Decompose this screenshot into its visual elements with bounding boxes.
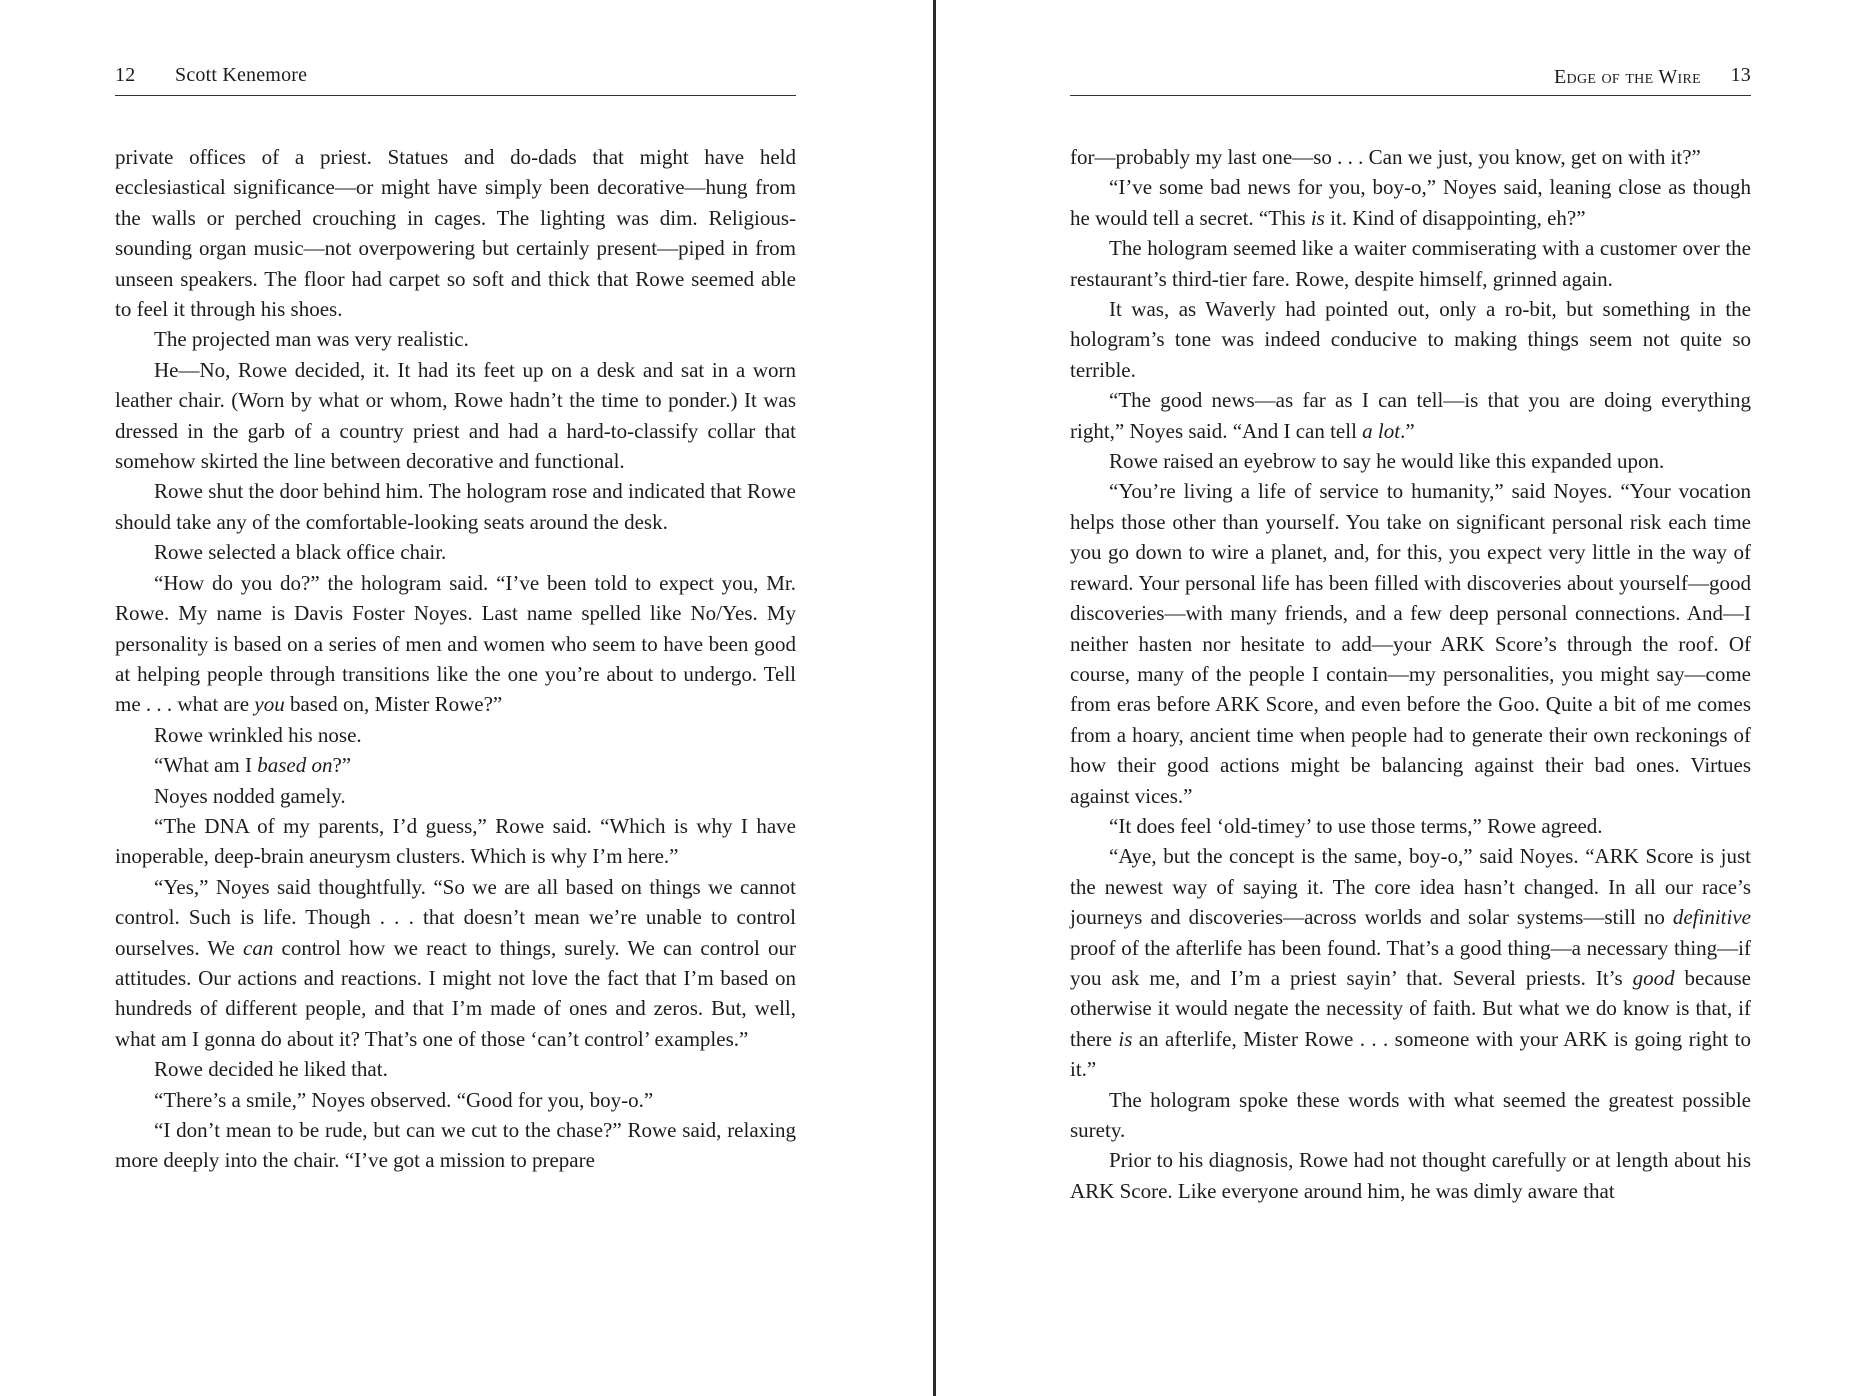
paragraph: Prior to his diagnosis, Rowe had not thought carefully or at length about his ARK Score. Like everyone around him, he was dimly aware that bbox=[1070, 1148, 1751, 1203]
left-running-header bbox=[115, 62, 796, 96]
paragraph: Noyes nodded gamely. bbox=[154, 783, 346, 808]
paragraph: Rowe selected a black office chair. bbox=[154, 540, 447, 565]
paragraph: Rowe decided he liked that. bbox=[154, 1057, 388, 1082]
paragraph: “What am I based on?” bbox=[154, 753, 352, 778]
paragraph: He—No, Rowe decided, it. It had its feet up on a desk and sat in a worn leather chair. (Worn by what or whom, Rowe hadn’t the time to ponder.) It was dressed in the garb of a country priest and had a hard-to-classify collar that somehow skirted the line between decorative and functional. bbox=[115, 357, 796, 474]
paragraph: It was, as Waverly had pointed out, only a ro-bit, but something in the hologram’s tone was indeed conducive to making things seem not quite so terrible. bbox=[1070, 297, 1751, 382]
left-page-body bbox=[115, 142, 796, 1176]
paragraph: “The DNA of my parents, I’d guess,” Rowe said. “Which is why I have inoperable, deep-brain aneurysm clusters. Which is why I’m here.” bbox=[115, 813, 796, 869]
paragraph: Rowe raised an eyebrow to say he would like this expanded upon. bbox=[1109, 449, 1665, 474]
right-page-body bbox=[1070, 142, 1751, 1206]
paragraph: The projected man was very realistic. bbox=[154, 327, 469, 352]
paragraph: Rowe wrinkled his nose. bbox=[154, 722, 362, 747]
paragraph: The hologram spoke these words with what seemed the greatest possible surety. bbox=[1070, 1087, 1751, 1142]
paragraph: “There’s a smile,” Noyes observed. “Good for you, boy-o.” bbox=[154, 1087, 654, 1112]
author-running-head: Scott Kenemore bbox=[175, 64, 308, 86]
paragraph: Rowe shut the door behind him. The hologram rose and indicated that Rowe should take any of the comfortable-looking seats around the desk. bbox=[115, 479, 796, 534]
paragraph: The hologram seemed like a waiter commiserating with a customer over the restaurant’s third-tier fare. Rowe, despite himself, grinned again. bbox=[1070, 236, 1751, 291]
right-running-header bbox=[1070, 62, 1751, 96]
paragraph: “You’re living a life of service to humanity,” said Noyes. “Your vocation helps those other than yourself. You take on significant personal risk each time you go down to wire a planet, and, for this, you expect very little in the way of reward. Your personal life has been filled with discoveries about yourself—good discoveries—with many friends, and a few deep personal connections. And—I neither hasten nor hesitate to add—your ARK Score’s through the roof. Of course, many of the people I contain—my personalities, you might say—come from eras before ARK Score, and even before the Goo. Quite a bit of me comes from a hoary, ancient time when people had to generate their own reckonings of how their good actions might be balancing against their bad ones. Virtues against vices.” bbox=[1070, 479, 1751, 808]
paragraph: “I’ve some bad news for you, boy-o,” Noyes said, leaning close as though he would tell a secret. “This is it. Kind of disappointing, eh?” bbox=[1070, 175, 1751, 230]
paragraph: private offices of a priest. Statues and do-dads that might have held ecclesiastical significance—or might have simply been decorative—hung from the walls or perched crouching in cages. The lighting was dim. Religious-sounding organ music—not overpowering but certainly present—piped in from unseen speakers. The floor had carpet so soft and thick that Rowe seemed able to feel it through his shoes. bbox=[115, 145, 796, 322]
title-running-head: Edge of the Wire bbox=[1554, 66, 1701, 88]
paragraph: for—probably my last one—so . . . Can we just, you know, get on with it?” bbox=[1070, 145, 1701, 169]
paragraph: “The good news—as far as I can tell—is that you are doing everything right,” Noyes said. “And I can tell a lot.” bbox=[1070, 388, 1751, 443]
paragraph: “How do you do?” the hologram said. “I’ve been told to expect you, Mr. Rowe. My name is Davis Foster Noyes. Last name spelled like No/Yes. My personality is based on a series of men and women who seem to have been good at helping people through transitions like the one you’re about to undergo. Tell me . . . what are you based on, Mister Rowe?” bbox=[115, 570, 796, 717]
paragraph: “It does feel ‘old-timey’ to use those terms,” Rowe agreed. bbox=[1109, 813, 1603, 838]
left-page-number: 12 bbox=[115, 64, 136, 86]
paragraph: “Aye, but the concept is the same, boy-o,” said Noyes. “ARK Score is just the newest way of saying it. The core idea hasn’t changed. In all our race’s journeys and discoveries—across worlds and solar systems—still no definitive proof of the afterlife has been found. That’s a good thing—a necessary thing—if you ask me, and I’m a priest sayin’ that. Several priests. It’s good because otherwise it would negate the necessity of faith. But what we do know is that, if there is an afterlife, Mister Rowe . . . someone with your ARK is going right to it.” bbox=[1070, 844, 1751, 1082]
paragraph: “Yes,” Noyes said thoughtfully. “So we are all based on things we cannot control. Such is life. Though . . . that doesn’t mean we’re unable to control ourselves. We can control how we react to things, surely. We can control our attitudes. Our actions and reactions. I might not love the fact that I’m based on hundreds of different people, and that I’m made of ones and zeros. But, well, what am I gonna do about it? That’s one of those ‘can’t control’ examples.” bbox=[115, 874, 796, 1051]
paragraph: “I don’t mean to be rude, but can we cut to the chase?” Rowe said, relaxing more deeply into the chair. “I’ve got a mission to prepare bbox=[115, 1118, 796, 1173]
right-page bbox=[935, 0, 1862, 1396]
right-page-number: 13 bbox=[1730, 64, 1751, 86]
